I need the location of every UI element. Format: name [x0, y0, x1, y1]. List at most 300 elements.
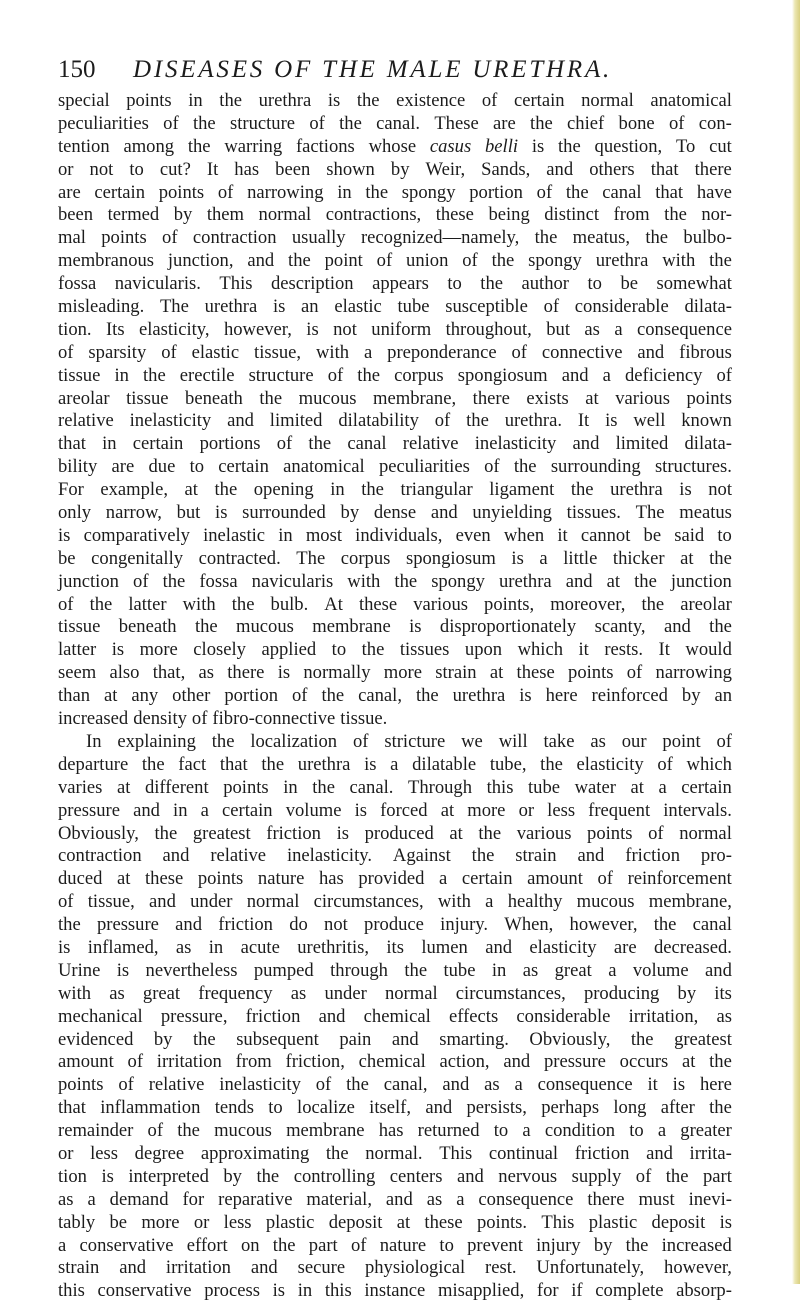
word: tube,	[489, 753, 527, 775]
word: the	[634, 570, 657, 592]
word: produce	[364, 914, 424, 936]
word: susceptible	[445, 296, 528, 318]
word: inelastic	[203, 524, 266, 546]
word: of	[147, 1120, 164, 1142]
word: example,	[100, 479, 169, 501]
word: under	[324, 982, 367, 1004]
word: this	[324, 1280, 352, 1302]
word: not	[708, 479, 732, 501]
word: demand	[109, 1188, 169, 1210]
word: perhaps	[541, 1097, 600, 1119]
text-line	[58, 1097, 732, 1120]
word: various	[516, 822, 572, 844]
word: in	[208, 936, 224, 958]
word: and	[385, 1188, 413, 1210]
word: urethra	[452, 685, 506, 707]
word: is	[58, 524, 71, 546]
word: of	[635, 1165, 652, 1187]
word: occurs	[619, 1051, 669, 1073]
word: to	[189, 456, 205, 478]
word: the	[471, 845, 495, 867]
word: irritation	[165, 1257, 231, 1279]
word: dilata-	[684, 433, 732, 455]
word: corpus	[340, 547, 391, 569]
word: dilata-	[684, 296, 732, 318]
word: greatest	[674, 1028, 732, 1050]
word: spongiosum	[457, 364, 548, 386]
word: be	[58, 547, 76, 569]
word: that	[58, 1097, 86, 1119]
word: of	[657, 753, 673, 775]
text-line	[58, 937, 732, 960]
text-line	[58, 777, 732, 800]
word: of	[58, 593, 74, 615]
word: dilatability	[338, 410, 419, 432]
word: and	[391, 1028, 419, 1050]
word: if	[571, 1280, 583, 1302]
word: or	[518, 799, 535, 821]
word: Weir,	[425, 158, 466, 180]
word: the	[709, 1051, 732, 1073]
word: other	[172, 685, 211, 707]
text-line	[58, 502, 732, 525]
word: friction,	[285, 1051, 345, 1073]
word: the	[625, 1234, 649, 1256]
word: is	[354, 799, 367, 821]
word: there	[587, 1188, 625, 1210]
word: in	[297, 1280, 313, 1302]
word: tissue	[58, 616, 101, 638]
word: pumped	[253, 959, 314, 981]
text-line	[58, 983, 732, 1006]
word: in	[114, 364, 129, 386]
word: well	[633, 410, 666, 432]
word: triangular	[400, 479, 473, 501]
word: is	[605, 410, 618, 432]
word: certain	[94, 181, 145, 203]
text-line	[58, 1143, 732, 1166]
word: urethra.	[504, 410, 562, 432]
word: urethra	[498, 570, 552, 592]
word: as	[484, 1074, 500, 1096]
word: greater	[680, 1120, 732, 1142]
word: with	[182, 593, 216, 615]
word: explaining	[117, 730, 196, 752]
word: For	[58, 479, 84, 501]
word: tends	[214, 1097, 254, 1119]
word: as	[716, 1005, 732, 1027]
word: by	[223, 1165, 242, 1187]
word: at	[489, 662, 504, 684]
text-line	[58, 1257, 732, 1280]
word: the	[565, 181, 589, 203]
word: friction	[574, 1142, 630, 1164]
text-line	[58, 1051, 732, 1074]
word: injury.	[440, 914, 489, 936]
word: action,	[439, 1051, 490, 1073]
word: tube	[397, 296, 430, 318]
word: point	[662, 730, 701, 752]
word: with	[662, 250, 696, 272]
word: an	[714, 685, 732, 707]
word: relative	[58, 410, 114, 432]
word: the	[530, 112, 553, 134]
word: it	[647, 1074, 658, 1096]
word: pain	[339, 1028, 372, 1050]
word: volume	[285, 799, 342, 821]
word: pressure	[543, 1051, 606, 1073]
word: the	[404, 959, 428, 981]
word: volume	[632, 959, 689, 981]
word: more	[139, 639, 178, 661]
text-line	[58, 1235, 732, 1258]
word: less	[223, 1211, 252, 1233]
word: thicker	[612, 547, 665, 569]
word: termed	[107, 204, 160, 226]
word: been	[275, 158, 311, 180]
word: tissue.	[340, 708, 388, 730]
word: the	[466, 410, 489, 432]
word: throughout,	[445, 318, 532, 340]
word: continual	[488, 1142, 559, 1164]
word: and	[318, 1005, 346, 1027]
word: canal	[602, 181, 642, 203]
word: of	[292, 685, 308, 707]
word: deposit	[328, 1211, 383, 1233]
word: tissue,	[254, 341, 302, 363]
word: conservative	[97, 1280, 192, 1302]
word: bulb.	[270, 593, 309, 615]
word: the	[346, 1074, 369, 1096]
word: on	[240, 1234, 260, 1256]
text-line	[58, 868, 732, 891]
word: surrounding	[550, 456, 641, 478]
word: of	[481, 90, 498, 111]
word: the	[231, 593, 255, 615]
word: membrane,	[648, 891, 732, 913]
word: casus	[429, 135, 472, 157]
word: are	[58, 181, 81, 203]
word: certain	[218, 456, 269, 478]
word: chemical	[363, 1005, 431, 1027]
word: this	[486, 776, 514, 798]
word: relative	[148, 1074, 205, 1096]
word: strain	[435, 662, 477, 684]
word: normal	[246, 891, 300, 913]
word: membrane,	[373, 387, 457, 409]
word: The	[635, 502, 665, 524]
word: effort	[186, 1234, 228, 1256]
word: friction	[245, 1005, 301, 1027]
word: conservative	[79, 1234, 174, 1256]
word: membrane	[312, 616, 391, 638]
word: nervous	[498, 1165, 558, 1187]
word: but	[546, 318, 571, 340]
word: of	[648, 822, 664, 844]
word: the	[665, 1165, 689, 1187]
word: canal	[692, 914, 732, 936]
text-line	[58, 731, 732, 754]
word: a	[522, 1120, 531, 1142]
word: more	[141, 1211, 180, 1233]
word: there	[472, 387, 510, 409]
word: the	[162, 570, 186, 592]
word: limited	[615, 433, 669, 455]
word: the	[272, 1234, 296, 1256]
word: of	[716, 730, 732, 752]
word: certain	[222, 799, 273, 821]
word: and	[646, 1142, 673, 1164]
word: When,	[504, 914, 554, 936]
word: appears	[372, 273, 429, 295]
word: normal.	[365, 1142, 423, 1164]
word: localization	[250, 730, 338, 752]
word: and	[119, 1257, 147, 1279]
word: not	[324, 914, 348, 936]
word: elastic	[334, 296, 382, 318]
word: It	[658, 639, 670, 661]
word: the	[415, 685, 439, 707]
word: navicularis	[251, 570, 334, 592]
word: by	[173, 204, 193, 226]
word: as	[198, 662, 214, 684]
word: contracted.	[198, 547, 281, 569]
word: from	[235, 1051, 272, 1073]
word: friction	[218, 914, 273, 936]
word: amount	[527, 868, 583, 890]
word: by	[593, 1234, 613, 1256]
word: in	[283, 776, 298, 798]
word: evidenced	[58, 1028, 134, 1050]
word: not	[333, 318, 357, 340]
word: the	[214, 479, 238, 501]
word: density	[133, 708, 187, 730]
word: part	[308, 1234, 338, 1256]
word: points	[101, 227, 147, 249]
word: after	[660, 1097, 695, 1119]
word: Obviously,	[529, 1028, 611, 1050]
word: process	[204, 1280, 260, 1302]
word: structure	[248, 364, 314, 386]
text-line	[58, 800, 732, 823]
text-line	[58, 273, 732, 296]
word: moreover,	[550, 593, 626, 615]
word: of	[315, 1074, 332, 1096]
word: certain	[513, 90, 565, 111]
word: peculiarities	[58, 112, 149, 134]
word: these	[358, 593, 398, 615]
word: the	[357, 364, 380, 386]
word: a	[363, 341, 373, 363]
text-line	[58, 319, 732, 342]
word: deposit	[651, 1211, 706, 1233]
word: somewhat	[656, 273, 732, 295]
word: rests.	[604, 639, 644, 661]
word: pressure	[96, 914, 159, 936]
word: upon	[464, 639, 503, 661]
word: peculiarities	[378, 456, 470, 478]
word: is	[277, 662, 291, 684]
word: even	[455, 524, 491, 546]
word: with	[315, 341, 350, 363]
word: beneath	[185, 387, 243, 409]
word: of	[511, 341, 527, 363]
word: at	[449, 822, 463, 844]
word: the	[709, 250, 732, 272]
word: by	[681, 685, 701, 707]
word: to	[447, 273, 462, 295]
word: been	[58, 204, 94, 226]
word: shown	[326, 158, 375, 180]
text-line	[58, 1006, 732, 1029]
word: with	[58, 982, 92, 1004]
word: and	[663, 616, 691, 638]
word: of	[484, 456, 500, 478]
word: is	[215, 502, 228, 524]
word: little	[563, 547, 598, 569]
word: nevertheless	[145, 959, 238, 981]
word: a	[602, 364, 611, 386]
word: membrane	[286, 1120, 365, 1142]
word: plastic	[588, 1211, 638, 1233]
word: acute	[240, 936, 280, 958]
word: a	[614, 318, 623, 340]
word: at	[440, 799, 455, 821]
word: a	[456, 1188, 465, 1210]
word: degree	[134, 1142, 185, 1164]
word: among	[123, 135, 175, 157]
word: areolar	[680, 593, 732, 615]
word: scanty,	[594, 616, 646, 638]
word: said	[674, 524, 705, 546]
word: chief	[567, 112, 605, 134]
word: and	[456, 1165, 484, 1187]
word: author	[521, 273, 570, 295]
word: however,	[569, 914, 638, 936]
word: a	[608, 959, 617, 981]
word: the	[558, 135, 581, 157]
word: is	[327, 90, 341, 111]
word: the	[187, 135, 211, 157]
word: mal	[58, 227, 86, 249]
word: consequence	[537, 1074, 633, 1096]
word: and	[247, 250, 275, 272]
word: reinforced	[591, 685, 668, 707]
word: union	[406, 250, 449, 272]
word: canal	[347, 433, 387, 455]
word: most	[305, 524, 342, 546]
word: the	[219, 90, 243, 111]
word: greatest	[192, 822, 251, 844]
word: at	[680, 547, 694, 569]
word: Against	[392, 845, 451, 867]
word: by	[153, 1028, 173, 1050]
word: elastic	[191, 341, 240, 363]
word: of	[191, 708, 208, 730]
word: misapplied,	[437, 1280, 525, 1302]
word: part	[702, 1165, 732, 1187]
text-line	[58, 845, 732, 868]
word: The	[159, 296, 189, 318]
text-line	[58, 296, 732, 319]
word: is	[531, 135, 545, 157]
word: is	[306, 318, 319, 340]
word: producing	[583, 982, 660, 1004]
word: consequence	[478, 1188, 574, 1210]
word: cut?	[159, 158, 191, 180]
text-line	[58, 960, 732, 983]
word: a	[514, 1074, 523, 1096]
word: under	[190, 891, 233, 913]
word: of	[309, 112, 325, 134]
word: in	[188, 90, 203, 111]
word: closely	[193, 639, 246, 661]
word: frequent	[588, 799, 651, 821]
word: has	[234, 158, 260, 180]
text-line	[58, 914, 732, 937]
word: mucous	[298, 387, 357, 409]
word: the	[154, 822, 178, 844]
word: seem	[58, 662, 97, 684]
text-line	[58, 159, 732, 182]
word: as	[584, 318, 600, 340]
word: preponderance	[387, 341, 497, 363]
word: fibro-connective	[212, 708, 336, 730]
word: and	[133, 799, 160, 821]
word: these	[424, 1211, 463, 1233]
word: inflammation	[100, 1097, 201, 1119]
word: the	[261, 753, 285, 775]
word: canal,	[383, 1074, 428, 1096]
word: junction,	[167, 250, 234, 272]
word: fact	[178, 753, 207, 775]
word: there	[694, 158, 732, 180]
word: points	[587, 822, 633, 844]
word: whose	[368, 135, 417, 157]
word: and	[149, 891, 176, 913]
word: tissues.	[566, 502, 621, 524]
word: nature	[379, 1234, 427, 1256]
word: elasticity	[529, 936, 597, 958]
word: spongy	[431, 570, 485, 592]
word: duced	[58, 868, 103, 890]
word: tube	[443, 959, 476, 981]
word: opening	[253, 479, 314, 501]
word: of	[543, 296, 560, 318]
word: mechanical	[58, 1005, 143, 1027]
word: the	[513, 456, 537, 478]
word: decreased.	[654, 936, 732, 958]
word: controlling	[293, 1165, 376, 1187]
word: tion	[58, 1165, 87, 1187]
word: its	[386, 936, 404, 958]
word: certain	[461, 868, 513, 890]
text-line	[58, 250, 732, 273]
word: in	[102, 433, 117, 455]
word: increased	[58, 708, 129, 730]
word: unyielding	[472, 502, 552, 524]
word: the	[365, 181, 389, 203]
word: take	[543, 730, 575, 752]
word: the	[142, 364, 166, 386]
word: considerable	[516, 1005, 611, 1027]
word: a	[658, 776, 667, 798]
word: not	[89, 158, 114, 180]
word: of	[462, 250, 478, 272]
word: produced	[364, 822, 434, 844]
word: chemical	[358, 1051, 426, 1073]
word: points	[568, 662, 614, 684]
